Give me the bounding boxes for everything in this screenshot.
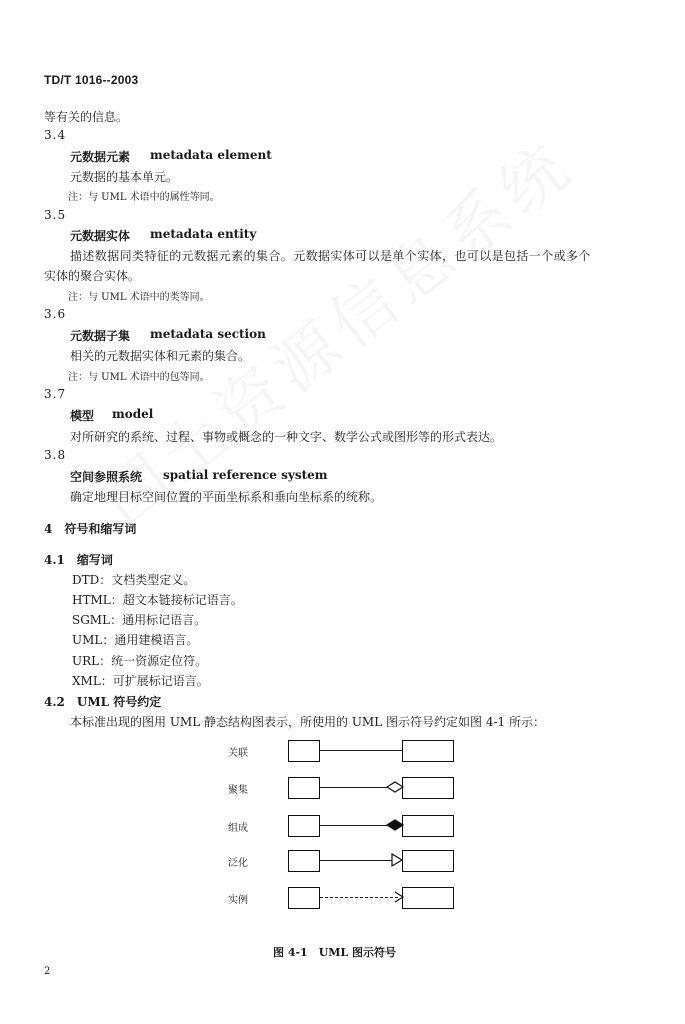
aggregation-line <box>320 787 388 788</box>
definition-text: 确定地理目标空间位置的平面坐标系和垂向坐标系的统称。 <box>70 490 383 504</box>
note-text: 注：与 UML 术语中的包等同。 <box>68 372 210 383</box>
definition-text: 相关的元数据实体和元素的集合。 <box>70 349 251 363</box>
relation-label: 聚集 <box>228 785 248 796</box>
section-number: 3.7 <box>44 387 67 401</box>
uml-class-box <box>402 777 454 799</box>
uml-class-box <box>288 887 320 909</box>
instance-dashed-line <box>320 897 398 898</box>
uml-class-box <box>288 850 320 872</box>
document-code: TD/T 1016--2003 <box>44 73 139 87</box>
term-chinese: 模型 <box>70 409 95 423</box>
uml-class-box <box>402 887 454 909</box>
term-english: metadata element <box>150 148 272 162</box>
definition-text: 对所研究的系统、过程、事物或概念的一种文字、数学公式或图形等的形式表达。 <box>70 430 503 444</box>
relation-label: 关联 <box>228 748 248 759</box>
hollow-triangle-arrow-icon <box>392 854 402 866</box>
definition-text: 元数据的基本单元。 <box>70 170 179 184</box>
chapter-title: 4 符号和缩写词 <box>44 522 137 536</box>
relation-label: 组成 <box>228 823 248 834</box>
term-english: model <box>112 407 154 421</box>
note-text: 注：与 UML 术语中的类等同。 <box>68 292 210 303</box>
composition-line <box>320 825 388 826</box>
page-number: 2 <box>44 966 51 977</box>
section-title: 4.1 缩写词 <box>44 553 113 567</box>
uml-class-box <box>288 740 320 762</box>
note-text: 注：与 UML 术语中的属性等同。 <box>68 192 220 203</box>
uml-class-box <box>402 815 454 837</box>
relation-label: 泛化 <box>228 858 248 869</box>
term-chinese: 元数据元素 <box>70 150 131 164</box>
term-english: metadata section <box>150 327 266 341</box>
abbreviation-item: URL：统一资源定位符。 <box>72 654 208 668</box>
hollow-diamond-icon <box>387 782 403 792</box>
term-english: metadata entity <box>150 227 257 241</box>
filled-diamond-icon <box>387 820 403 830</box>
section-number: 3.6 <box>44 307 67 321</box>
term-chinese: 元数据子集 <box>70 329 131 343</box>
section-title: 4.2 UML 符号约定 <box>44 695 162 709</box>
figure-caption: 图 4-1 UML 图示符号 <box>273 946 397 959</box>
section-number: 3.8 <box>44 448 67 462</box>
section-text: 本标准出现的图用 UML 静态结构图表示，所使用的 UML 图示符号约定如图 4-1 所示： <box>70 715 545 729</box>
uml-class-box <box>288 777 320 799</box>
uml-class-box <box>402 740 454 762</box>
abbreviation-item: HTML：超文本链接标记语言。 <box>72 593 243 607</box>
abbreviation-item: XML：可扩展标记语言。 <box>72 674 209 688</box>
term-chinese: 元数据实体 <box>70 229 131 243</box>
term-chinese: 空间参照系统 <box>70 470 143 484</box>
abbreviation-item: SGML：通用标记语言。 <box>72 613 207 627</box>
section-number: 3.5 <box>44 208 67 222</box>
generalization-line <box>320 860 392 861</box>
uml-class-box <box>288 815 320 837</box>
abbreviation-item: DTD：文档类型定义。 <box>72 573 196 587</box>
uml-class-box <box>402 850 454 872</box>
continuation-text: 等有关的信息。 <box>44 110 129 124</box>
term-english: spatial reference system <box>163 468 328 482</box>
section-number: 3.4 <box>44 128 67 142</box>
definition-text: 描述数据同类特征的元数据元素的集合。元数据实体可以是单个实体，也可以是包括一个或多个 <box>70 249 591 263</box>
abbreviation-item: UML：通用建模语言。 <box>72 633 199 647</box>
association-line <box>320 750 402 751</box>
relation-label: 实例 <box>228 895 248 906</box>
open-arrow-icon <box>395 892 403 902</box>
definition-text: 实体的聚合实体。 <box>44 269 141 283</box>
